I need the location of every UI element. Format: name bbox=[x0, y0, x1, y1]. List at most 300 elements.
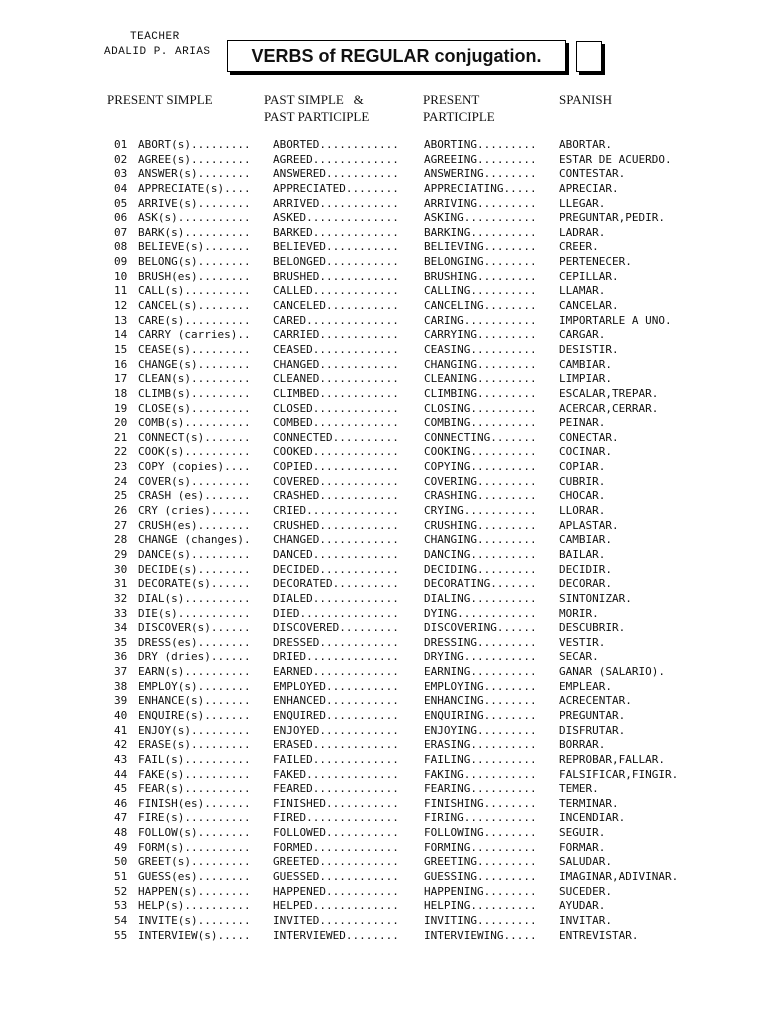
column-header-participle-line1: PRESENT bbox=[423, 92, 480, 107]
verb-past: ASKED.............. bbox=[273, 211, 399, 225]
verb-participle: FINISHING........ bbox=[424, 796, 537, 810]
verb-present: CONNECT(s)....... bbox=[138, 430, 251, 444]
verb-spanish: IMAGINAR,ADIVINAR. bbox=[559, 870, 679, 884]
verb-row bbox=[0, 607, 768, 622]
verb-participle: FEARING.......... bbox=[424, 782, 537, 796]
teacher-label: TEACHER bbox=[130, 31, 180, 43]
verb-number: 07 bbox=[114, 225, 128, 239]
verb-number: 44 bbox=[114, 767, 128, 781]
verb-past: ABORTED............ bbox=[273, 138, 399, 151]
verb-number: 51 bbox=[114, 870, 128, 884]
verb-row bbox=[0, 299, 768, 314]
verb-present: CHANGE(s)........ bbox=[138, 357, 251, 371]
verb-number: 46 bbox=[114, 796, 128, 810]
verb-present: HELP(s).......... bbox=[138, 899, 251, 913]
verb-number: 10 bbox=[114, 269, 128, 283]
verb-past: CANCELED........... bbox=[273, 299, 399, 313]
verb-participle: CLIMBING......... bbox=[424, 386, 537, 400]
verb-row bbox=[0, 636, 768, 651]
verb-spanish: ABORTAR. bbox=[559, 138, 612, 151]
verb-present: COVER(s)......... bbox=[138, 474, 251, 488]
verb-participle: BARKING.......... bbox=[424, 225, 537, 239]
verb-past: ENJOYED............ bbox=[273, 723, 399, 737]
verb-spanish: SALUDAR. bbox=[559, 855, 612, 869]
verb-participle: FORMING.......... bbox=[424, 840, 537, 854]
verb-number: 52 bbox=[114, 884, 128, 898]
verb-past: CARRIED............ bbox=[273, 328, 399, 342]
verb-number: 47 bbox=[114, 811, 128, 825]
verb-participle: EARNING.......... bbox=[424, 665, 537, 679]
verb-participle: GREETING......... bbox=[424, 855, 537, 869]
verb-number: 49 bbox=[114, 840, 128, 854]
verb-past: CRASHED............ bbox=[273, 489, 399, 503]
verb-number: 19 bbox=[114, 401, 128, 415]
verb-participle: HELPING.......... bbox=[424, 899, 537, 913]
verb-present: CRUSH(es)........ bbox=[138, 518, 251, 532]
verb-spanish: LLORAR. bbox=[559, 504, 606, 518]
verb-past: CHANGED............ bbox=[273, 533, 399, 547]
verb-number: 50 bbox=[114, 855, 128, 869]
verb-participle: CEASING.......... bbox=[424, 342, 537, 356]
verb-participle: CHANGING......... bbox=[424, 357, 537, 371]
verb-row bbox=[0, 797, 768, 812]
verb-past: FEARED............. bbox=[273, 782, 399, 796]
verb-spanish: DECORAR. bbox=[559, 577, 612, 591]
verb-past: DISCOVERED......... bbox=[273, 621, 399, 635]
verb-past: FIRED.............. bbox=[273, 811, 399, 825]
verb-participle: ANSWERING........ bbox=[424, 167, 537, 181]
column-header-spanish bbox=[559, 91, 612, 108]
column-header-present-participle bbox=[423, 91, 495, 125]
verb-row bbox=[0, 870, 768, 885]
verb-present: CARE(s).......... bbox=[138, 313, 251, 327]
verb-spanish: CONTESTAR. bbox=[559, 167, 626, 181]
verb-past: ENHANCED........... bbox=[273, 694, 399, 708]
verb-present: GREET(s)......... bbox=[138, 855, 251, 869]
verb-participle: BRUSHING......... bbox=[424, 269, 537, 283]
verb-present: CRASH (es)....... bbox=[138, 489, 251, 503]
verb-participle: CRUSHING......... bbox=[424, 518, 537, 532]
verb-row bbox=[0, 548, 768, 563]
verb-present: ABORT(s)......... bbox=[138, 138, 251, 151]
verb-participle: ERASING.......... bbox=[424, 738, 537, 752]
verb-past: BARKED............. bbox=[273, 225, 399, 239]
verb-row bbox=[0, 153, 768, 168]
verb-participle: CLOSING.......... bbox=[424, 401, 537, 415]
verb-row bbox=[0, 768, 768, 783]
verb-participle: CLEANING......... bbox=[424, 372, 537, 386]
verb-spanish: ESTAR DE ACUERDO. bbox=[559, 152, 672, 166]
verb-number: 43 bbox=[114, 752, 128, 766]
verb-present: FINISH(es)....... bbox=[138, 796, 251, 810]
verb-present: COPY (copies).... bbox=[138, 460, 251, 474]
verb-participle: BELIEVING........ bbox=[424, 240, 537, 254]
verb-present: ERASE(s)......... bbox=[138, 738, 251, 752]
verb-present: BRUSH(es)........ bbox=[138, 269, 251, 283]
verb-spanish: PREGUNTAR. bbox=[559, 708, 626, 722]
verb-spanish: PEINAR. bbox=[559, 416, 606, 430]
verb-participle: BELONGING........ bbox=[424, 255, 537, 269]
verb-number: 39 bbox=[114, 694, 128, 708]
verb-past: INTERVIEWED........ bbox=[273, 928, 399, 942]
verb-present: FAKE(s).......... bbox=[138, 767, 251, 781]
verb-past: AGREED............. bbox=[273, 152, 399, 166]
verb-number: 03 bbox=[114, 167, 128, 181]
verb-participle: DRESSING......... bbox=[424, 635, 537, 649]
verb-row bbox=[0, 724, 768, 739]
verb-spanish: SECAR. bbox=[559, 650, 599, 664]
verb-number: 11 bbox=[114, 284, 128, 298]
verb-present: COOK(s).......... bbox=[138, 445, 251, 459]
verb-row bbox=[0, 914, 768, 929]
verb-past: FAILED............. bbox=[273, 752, 399, 766]
verb-past: DANCED............. bbox=[273, 547, 399, 561]
verb-present: CLEAN(s)......... bbox=[138, 372, 251, 386]
verb-past: COPIED............. bbox=[273, 460, 399, 474]
verb-present: INTERVIEW(s)..... bbox=[138, 928, 251, 942]
verb-row bbox=[0, 811, 768, 826]
verb-spanish: COPIAR. bbox=[559, 460, 606, 474]
verb-past: CLIMBED............ bbox=[273, 386, 399, 400]
verb-row bbox=[0, 885, 768, 900]
verb-spanish: BORRAR. bbox=[559, 738, 606, 752]
verb-spanish: PERTENECER. bbox=[559, 255, 632, 269]
verb-participle: ARRIVING......... bbox=[424, 196, 537, 210]
verb-number: 17 bbox=[114, 372, 128, 386]
verb-row bbox=[0, 460, 768, 475]
verb-row bbox=[0, 197, 768, 212]
verb-spanish: CEPILLAR. bbox=[559, 269, 619, 283]
verb-row bbox=[0, 138, 768, 153]
verb-spanish: CHOCAR. bbox=[559, 489, 606, 503]
teacher-block bbox=[104, 30, 211, 60]
verb-row bbox=[0, 592, 768, 607]
verb-past: CRIED.............. bbox=[273, 504, 399, 518]
verb-participle: INTERVIEWING..... bbox=[424, 928, 537, 942]
verb-row bbox=[0, 314, 768, 329]
verb-number: 25 bbox=[114, 489, 128, 503]
verb-spanish: LLEGAR. bbox=[559, 196, 606, 210]
verb-number: 53 bbox=[114, 899, 128, 913]
verb-number: 32 bbox=[114, 591, 128, 605]
verb-number: 37 bbox=[114, 665, 128, 679]
verb-number: 05 bbox=[114, 196, 128, 210]
verb-number: 45 bbox=[114, 782, 128, 796]
verb-present: APPRECIATE(s).... bbox=[138, 181, 251, 195]
verb-spanish: LADRAR. bbox=[559, 225, 606, 239]
verb-participle: CRASHING......... bbox=[424, 489, 537, 503]
verb-participle: CONNECTING....... bbox=[424, 430, 537, 444]
verb-present: HAPPEN(s)........ bbox=[138, 884, 251, 898]
verb-spanish: DECIDIR. bbox=[559, 562, 612, 576]
verb-present: GUESS(es)........ bbox=[138, 870, 251, 884]
verb-row bbox=[0, 475, 768, 490]
verb-number: 04 bbox=[114, 181, 128, 195]
verb-row bbox=[0, 826, 768, 841]
verb-past: BELONGED........... bbox=[273, 255, 399, 269]
verb-present: DECORATE(s)...... bbox=[138, 577, 251, 591]
verb-past: CRUSHED............ bbox=[273, 518, 399, 532]
verb-spanish: INCENDIAR. bbox=[559, 811, 626, 825]
verb-participle: COOKING.......... bbox=[424, 445, 537, 459]
verb-participle: ENJOYING......... bbox=[424, 723, 537, 737]
verb-row bbox=[0, 621, 768, 636]
verb-row bbox=[0, 270, 768, 285]
verb-past: DRIED.............. bbox=[273, 650, 399, 664]
column-header-present-simple bbox=[107, 91, 213, 108]
verb-present: ASK(s)........... bbox=[138, 211, 251, 225]
verb-present: FEAR(s).......... bbox=[138, 782, 251, 796]
verb-present: CRY (cries)...... bbox=[138, 504, 251, 518]
verb-past: ANSWERED........... bbox=[273, 167, 399, 181]
verb-present: DIE(s)........... bbox=[138, 606, 251, 620]
verb-row bbox=[0, 387, 768, 402]
verb-spanish: LIMPIAR. bbox=[559, 372, 612, 386]
verb-row bbox=[0, 358, 768, 373]
verb-spanish: CONECTAR. bbox=[559, 430, 619, 444]
teacher-name: ADALID P. ARIAS bbox=[104, 46, 211, 58]
verb-present: COMB(s).......... bbox=[138, 416, 251, 430]
verb-row bbox=[0, 563, 768, 578]
verb-spanish: SUCEDER. bbox=[559, 884, 612, 898]
verb-number: 34 bbox=[114, 621, 128, 635]
verb-spanish: VESTIR. bbox=[559, 635, 606, 649]
verb-past: COVERED............ bbox=[273, 474, 399, 488]
verb-row bbox=[0, 182, 768, 197]
verb-participle: DIALING.......... bbox=[424, 591, 537, 605]
verb-past: FOLLOWED........... bbox=[273, 826, 399, 840]
verb-spanish: CREER. bbox=[559, 240, 599, 254]
verb-present: DISCOVER(s)...... bbox=[138, 621, 251, 635]
verb-number: 36 bbox=[114, 650, 128, 664]
verb-row bbox=[0, 929, 768, 944]
verb-present: ANSWER(s)........ bbox=[138, 167, 251, 181]
verb-row bbox=[0, 855, 768, 870]
verb-past: DRESSED............ bbox=[273, 635, 399, 649]
verb-row bbox=[0, 738, 768, 753]
verb-spanish: IMPORTARLE A UNO. bbox=[559, 313, 672, 327]
verb-row bbox=[0, 694, 768, 709]
verb-number: 06 bbox=[114, 211, 128, 225]
verb-present: ENHANCE(s)....... bbox=[138, 694, 251, 708]
verb-present: CLOSE(s)......... bbox=[138, 401, 251, 415]
verb-present: ENQUIRE(s)....... bbox=[138, 708, 251, 722]
verb-participle: FOLLOWING........ bbox=[424, 826, 537, 840]
verb-number: 08 bbox=[114, 240, 128, 254]
verb-number: 31 bbox=[114, 577, 128, 591]
verb-number: 28 bbox=[114, 533, 128, 547]
verb-row bbox=[0, 372, 768, 387]
verb-spanish: CARGAR. bbox=[559, 328, 606, 342]
verb-spanish: CUBRIR. bbox=[559, 474, 606, 488]
verb-past: CONNECTED.......... bbox=[273, 430, 399, 444]
verb-row bbox=[0, 416, 768, 431]
verb-list bbox=[0, 138, 768, 943]
verb-present: CHANGE (changes). bbox=[138, 533, 251, 547]
verb-number: 20 bbox=[114, 416, 128, 430]
verb-present: EARN(s).......... bbox=[138, 665, 251, 679]
verb-row bbox=[0, 782, 768, 797]
verb-participle: CRYING........... bbox=[424, 504, 537, 518]
verb-participle: APPRECIATING..... bbox=[424, 181, 537, 195]
verb-participle: DANCING.......... bbox=[424, 547, 537, 561]
verb-participle: DYING............ bbox=[424, 606, 537, 620]
verb-number: 22 bbox=[114, 445, 128, 459]
column-header-present-simple-label: PRESENT SIMPLE bbox=[107, 92, 213, 107]
verb-row bbox=[0, 343, 768, 358]
verb-past: CALLED............. bbox=[273, 284, 399, 298]
verb-past: FORMED............. bbox=[273, 840, 399, 854]
verb-spanish: ENTREVISTAR. bbox=[559, 928, 639, 942]
verb-spanish: PREGUNTAR,PEDIR. bbox=[559, 211, 665, 225]
verb-past: BRUSHED............ bbox=[273, 269, 399, 283]
verb-spanish: SINTONIZAR. bbox=[559, 591, 632, 605]
verb-present: BELONG(s)........ bbox=[138, 255, 251, 269]
verb-row bbox=[0, 431, 768, 446]
verb-number: 29 bbox=[114, 547, 128, 561]
verb-present: DRESS(es)........ bbox=[138, 635, 251, 649]
verb-present: FIRE(s).......... bbox=[138, 811, 251, 825]
verb-past: BELIEVED........... bbox=[273, 240, 399, 254]
verb-present: DRY (dries)...... bbox=[138, 650, 251, 664]
verb-spanish: BAILAR. bbox=[559, 547, 606, 561]
verb-number: 01 bbox=[114, 138, 128, 151]
verb-number: 23 bbox=[114, 460, 128, 474]
verb-row bbox=[0, 899, 768, 914]
verb-past: ERASED............. bbox=[273, 738, 399, 752]
verb-past: DIALED............. bbox=[273, 591, 399, 605]
verb-row bbox=[0, 650, 768, 665]
verb-row bbox=[0, 211, 768, 226]
verb-spanish: TEMER. bbox=[559, 782, 599, 796]
verb-row bbox=[0, 328, 768, 343]
verb-past: ARRIVED............ bbox=[273, 196, 399, 210]
column-header-past-line1: PAST SIMPLE & bbox=[264, 92, 364, 107]
verb-present: BARK(s).......... bbox=[138, 225, 251, 239]
verb-row bbox=[0, 753, 768, 768]
verb-spanish: MORIR. bbox=[559, 606, 599, 620]
verb-participle: COPYING.......... bbox=[424, 460, 537, 474]
verb-participle: ABORTING......... bbox=[424, 138, 537, 151]
verb-spanish: GANAR (SALARIO). bbox=[559, 665, 665, 679]
verb-spanish: CANCELAR. bbox=[559, 299, 619, 313]
verb-past: CLOSED............. bbox=[273, 401, 399, 415]
verb-past: HAPPENED........... bbox=[273, 884, 399, 898]
verb-spanish: APLASTAR. bbox=[559, 518, 619, 532]
verb-present: INVITE(s)........ bbox=[138, 913, 251, 927]
verb-present: CARRY (carries).. bbox=[138, 328, 251, 342]
verb-spanish: CAMBIAR. bbox=[559, 533, 612, 547]
verb-past: FINISHED........... bbox=[273, 796, 399, 810]
verb-present: EMPLOY(s)........ bbox=[138, 679, 251, 693]
verb-number: 55 bbox=[114, 928, 128, 942]
verb-spanish: APRECIAR. bbox=[559, 181, 619, 195]
verb-past: CARED.............. bbox=[273, 313, 399, 327]
verb-row bbox=[0, 577, 768, 592]
verb-number: 30 bbox=[114, 562, 128, 576]
verb-participle: DRYING........... bbox=[424, 650, 537, 664]
verb-past: APPRECIATED........ bbox=[273, 181, 399, 195]
verb-participle: FAKING........... bbox=[424, 767, 537, 781]
verb-number: 40 bbox=[114, 708, 128, 722]
verb-spanish: COCINAR. bbox=[559, 445, 612, 459]
verb-spanish: EMPLEAR. bbox=[559, 679, 612, 693]
verb-participle: ENHANCING........ bbox=[424, 694, 537, 708]
verb-number: 24 bbox=[114, 474, 128, 488]
verb-participle: FIRING........... bbox=[424, 811, 537, 825]
verb-participle: AGREEING......... bbox=[424, 152, 537, 166]
verb-row bbox=[0, 533, 768, 548]
verb-present: CEASE(s)......... bbox=[138, 342, 251, 356]
verb-participle: DISCOVERING...... bbox=[424, 621, 537, 635]
verb-past: DECIDED............ bbox=[273, 562, 399, 576]
verb-row bbox=[0, 167, 768, 182]
column-header-past bbox=[264, 91, 369, 125]
verb-number: 54 bbox=[114, 913, 128, 927]
verb-past: DIED............... bbox=[273, 606, 399, 620]
verb-present: CANCEL(s)........ bbox=[138, 299, 251, 313]
verb-participle: DECORATING....... bbox=[424, 577, 537, 591]
verb-past: COMBED............. bbox=[273, 416, 399, 430]
verb-present: FAIL(s).......... bbox=[138, 752, 251, 766]
verb-participle: FAILING.......... bbox=[424, 752, 537, 766]
verb-past: COOKED............. bbox=[273, 445, 399, 459]
column-header-spanish-label: SPANISH bbox=[559, 92, 612, 107]
verb-number: 48 bbox=[114, 826, 128, 840]
verb-spanish: CAMBIAR. bbox=[559, 357, 612, 371]
verb-past: CHANGED............ bbox=[273, 357, 399, 371]
verb-past: DECORATED.......... bbox=[273, 577, 399, 591]
verb-number: 33 bbox=[114, 606, 128, 620]
verb-row bbox=[0, 255, 768, 270]
verb-participle: COMBING.......... bbox=[424, 416, 537, 430]
verb-number: 38 bbox=[114, 679, 128, 693]
verb-spanish: DESISTIR. bbox=[559, 342, 619, 356]
verb-participle: DECIDING......... bbox=[424, 562, 537, 576]
verb-number: 27 bbox=[114, 518, 128, 532]
verb-spanish: ESCALAR,TREPAR. bbox=[559, 386, 659, 400]
verb-past: FAKED.............. bbox=[273, 767, 399, 781]
verb-spanish: DESCUBRIR. bbox=[559, 621, 626, 635]
verb-past: CLEANED............ bbox=[273, 372, 399, 386]
verb-spanish: AYUDAR. bbox=[559, 899, 606, 913]
verb-row bbox=[0, 284, 768, 299]
verb-number: 41 bbox=[114, 723, 128, 737]
verb-present: ARRIVE(s)........ bbox=[138, 196, 251, 210]
verb-number: 14 bbox=[114, 328, 128, 342]
verb-participle: HAPPENING........ bbox=[424, 884, 537, 898]
verb-participle: EMPLOYING........ bbox=[424, 679, 537, 693]
verb-participle: CARING........... bbox=[424, 313, 537, 327]
verb-past: ENQUIRED........... bbox=[273, 708, 399, 722]
verb-participle: CALLING.......... bbox=[424, 284, 537, 298]
verb-number: 35 bbox=[114, 635, 128, 649]
verb-present: CALL(s).......... bbox=[138, 284, 251, 298]
verb-number: 02 bbox=[114, 152, 128, 166]
verb-spanish: FORMAR. bbox=[559, 840, 606, 854]
verb-present: DECIDE(s)........ bbox=[138, 562, 251, 576]
verb-row bbox=[0, 519, 768, 534]
verb-present: DIAL(s).......... bbox=[138, 591, 251, 605]
verb-participle: ENQUIRING........ bbox=[424, 708, 537, 722]
verb-past: CEASED............. bbox=[273, 342, 399, 356]
empty-box bbox=[576, 41, 602, 72]
verb-number: 13 bbox=[114, 313, 128, 327]
verb-present: DANCE(s)......... bbox=[138, 547, 251, 561]
verb-number: 42 bbox=[114, 738, 128, 752]
verb-participle: INVITING......... bbox=[424, 913, 537, 927]
verb-spanish: DISFRUTAR. bbox=[559, 723, 626, 737]
